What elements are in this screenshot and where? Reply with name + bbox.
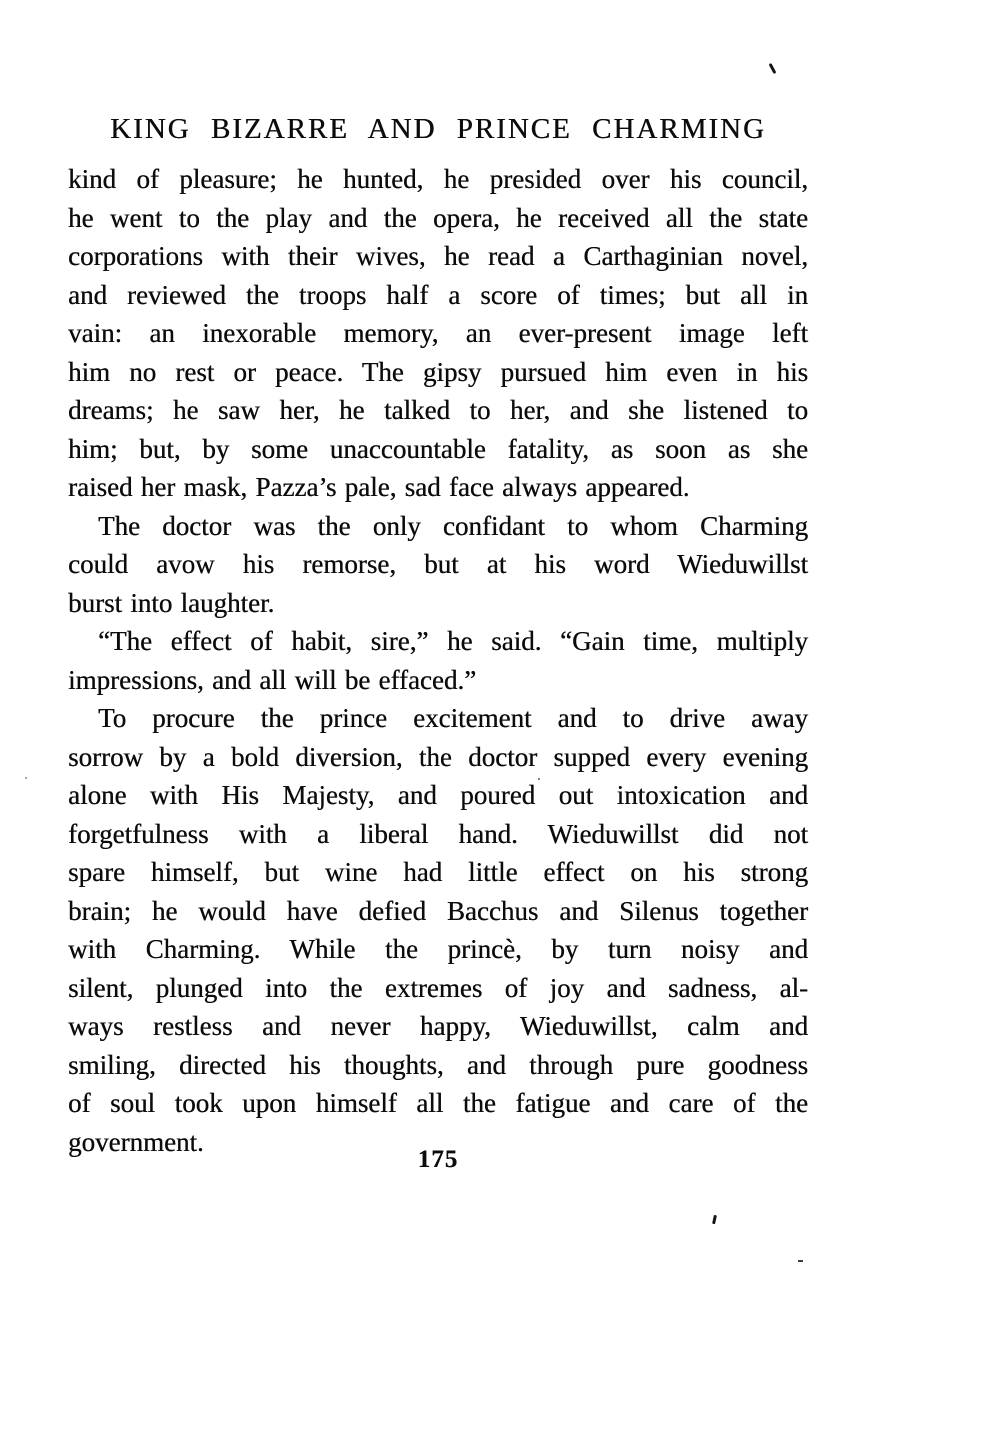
text-line: him; but, by some unaccountable fatality, as soon as she xyxy=(68,433,808,464)
text-line: he went to the play and the opera, he received all the state xyxy=(68,202,808,233)
text-line: and reviewed the troops half a score of times; but all in xyxy=(68,279,808,310)
ink-speck-bottom-dash xyxy=(798,1260,803,1262)
text-line: alone with His Majesty, and poured out intoxication and xyxy=(68,780,808,810)
text-line: The doctor was the only confidant to whom Charming xyxy=(98,510,808,541)
text-line: could avow his remorse, but at his word Wieduwillst xyxy=(68,549,808,579)
text-line: impressions, and all will be effaced.” xyxy=(68,664,477,695)
text-line: corporations with their wives, he read a Carthaginian novel, xyxy=(68,241,808,271)
text-line: forgetfulness with a liberal hand. Wieduwillst did not xyxy=(68,818,808,849)
text-line: government. xyxy=(68,1126,204,1157)
text-line: of soul took upon himself all the fatigue and care of the xyxy=(68,1088,808,1118)
page-title: KING BIZARRE AND PRINCE CHARMING xyxy=(110,113,766,145)
text-line: with Charming. While the princè, by turn noisy and xyxy=(68,934,808,964)
text-line: brain; he would have defied Bacchus and Silenus together xyxy=(68,895,808,926)
page-number: 175 xyxy=(417,1146,459,1173)
text-line: raised her mask, Pazza’s pale, sad face always appeared. xyxy=(68,472,690,502)
page-body xyxy=(68,160,808,1161)
text-line: him no rest or peace. The gipsy pursued him even in his xyxy=(68,356,808,387)
ink-speck-top-right xyxy=(769,63,777,74)
text-line: kind of pleasure; he hunted, he presided over his council, xyxy=(68,164,808,194)
text-line: To procure the prince excitement and to drive away xyxy=(98,703,808,733)
text-line: ways restless and never happy, Wieduwillst, calm and xyxy=(68,1011,808,1041)
text-line: sorrow by a bold diversion, the doctor supped every evening xyxy=(68,741,808,772)
text-line: dreams; he saw her, he talked to her, and she listened to xyxy=(68,395,808,425)
ink-speck-bottom-right xyxy=(712,1215,716,1224)
text-line: silent, plunged into the extremes of joy and sadness, al- xyxy=(68,972,808,1003)
text-line: burst into laughter. xyxy=(68,587,275,618)
text-line: spare himself, but wine had little effect on his strong xyxy=(68,857,808,887)
ink-speck-left-margin xyxy=(25,777,27,779)
text-line: “The effect of habit, sire,” he said. “Gain time, multiply xyxy=(98,626,808,656)
text-line: smiling, directed his thoughts, and through pure goodness xyxy=(68,1049,808,1080)
text-line: vain: an inexorable memory, an ever-present image left xyxy=(68,318,808,348)
